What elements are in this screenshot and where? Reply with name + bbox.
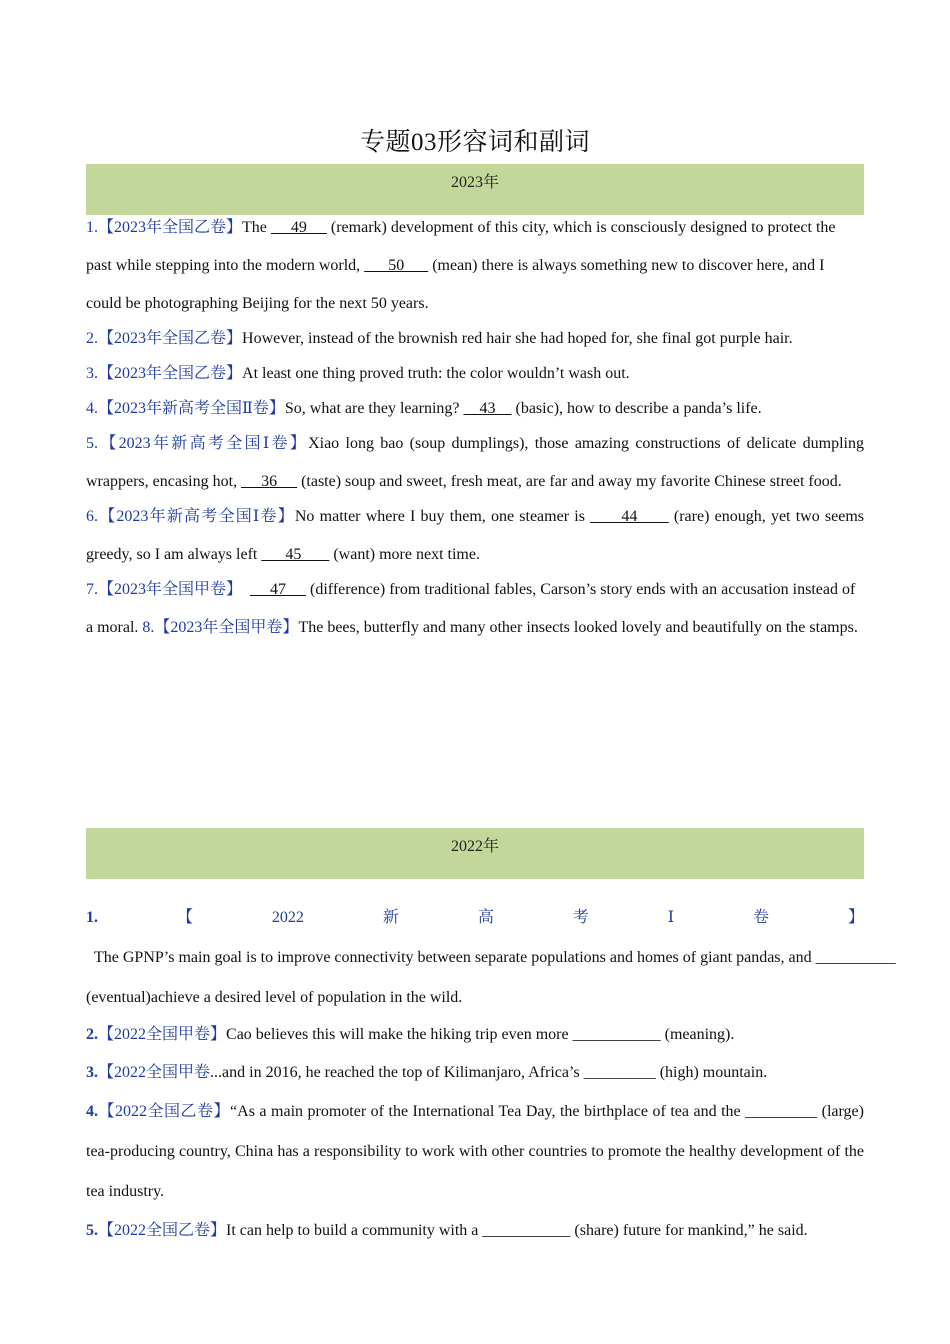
year-header-2023 xyxy=(86,164,864,215)
question-number: 2. xyxy=(86,1026,98,1043)
question-text: No matter where I buy them, one steamer is xyxy=(294,508,591,525)
source-tag: 【2023年全国乙卷】 xyxy=(98,365,243,382)
answer-blank[interactable]: 45 xyxy=(261,546,330,563)
question-number: 8. xyxy=(142,619,155,636)
question-number: 6. xyxy=(86,508,98,525)
question-number: 3. xyxy=(86,1064,98,1081)
question-text: ...and in 2016, he reached the top of Kilimanjaro, Africa’s xyxy=(210,1064,584,1081)
question-number: 5. xyxy=(86,435,98,452)
source-tag: 【2022全国乙卷】 xyxy=(98,1222,227,1239)
year-label: 2022年 xyxy=(450,838,499,855)
source-tag: 【2022全国乙卷】 xyxy=(98,1103,231,1120)
question-text: It can help to build a community with a xyxy=(226,1222,483,1239)
source-tag: 【2023年新高考全国Ⅱ卷】 xyxy=(98,400,285,417)
question-2023-4 xyxy=(86,390,864,428)
question-2023-7-8 xyxy=(86,571,864,647)
section-2023 xyxy=(86,209,864,647)
answer-blank[interactable]: __________ xyxy=(815,949,896,966)
question-text: The GPNP’s main goal is to improve connectivity between separate populations and homes of giant pandas, and xyxy=(86,949,816,966)
question-text: (rare) enough, yet two seems greedy, so I am always left xyxy=(86,508,865,563)
question-number: 2. xyxy=(86,330,98,347)
source-tag: 【2023年全国甲卷】 xyxy=(98,581,243,598)
year-header-2022 xyxy=(86,828,864,879)
question-text: (taste) soup and sweet, fresh meat, are far and away my favorite Chinese street food. xyxy=(297,473,842,490)
question-text: (share) future for mankind,” he said. xyxy=(570,1222,808,1239)
question-text: (mean) there is always something new to discover here, and I could be photographing Beijing for the next 50 years. xyxy=(86,257,825,312)
question-text: (difference) from traditional fables, Carson’s story ends with an accusation instead of a moral. xyxy=(86,581,856,636)
answer-blank[interactable]: ___________ xyxy=(482,1222,571,1239)
section-2022 xyxy=(86,898,896,1250)
source-tag: 【2022新高考Ⅰ卷】 xyxy=(98,909,864,926)
source-tag: 【2023年全国乙卷】 xyxy=(98,219,243,236)
answer-blank[interactable]: 44 xyxy=(590,508,669,525)
question-2022-5 xyxy=(86,1212,864,1250)
question-2022-2 xyxy=(86,1016,864,1054)
question-text: (high) mountain. xyxy=(655,1064,768,1081)
question-number: 3. xyxy=(86,365,98,382)
question-2023-2 xyxy=(86,320,864,358)
question-text: (remark) development of this city, which is consciously designed to protect the past while stepping into the modern world, xyxy=(86,219,836,274)
question-2023-5 xyxy=(86,425,864,501)
page-title: 专题03形容词和副词 xyxy=(359,129,590,156)
year-label: 2023年 xyxy=(450,174,499,191)
question-text: So, what are they learning? xyxy=(284,400,464,417)
source-tag: 【2022全国甲卷】 xyxy=(98,1026,227,1043)
answer-blank[interactable]: 50 xyxy=(364,257,429,274)
question-text: “As a main promoter of the International Tea Day, the birthplace of tea and the xyxy=(230,1103,746,1120)
answer-blank[interactable]: ___________ xyxy=(572,1026,661,1043)
answer-blank[interactable]: 43 xyxy=(463,400,512,417)
question-2022-3 xyxy=(86,1054,864,1092)
answer-blank[interactable]: 47 xyxy=(250,581,307,598)
question-number: 1. xyxy=(86,909,98,926)
question-text: (large) tea-producing country, China has a responsibility to work with other countries to promote the healthy development of the tea industry. xyxy=(86,1103,864,1200)
question-number: 1. xyxy=(86,219,98,236)
source-tag: 【2023年全国甲卷】 xyxy=(154,619,299,636)
answer-blank[interactable]: 49 xyxy=(270,219,327,236)
question-text: (meaning). xyxy=(660,1026,735,1043)
question-number: 4. xyxy=(86,1103,98,1120)
source-tag: 【2023年全国乙卷】 xyxy=(98,330,243,347)
question-number: 4. xyxy=(86,400,98,417)
question-text: At least one thing proved truth: the color wouldn’t wash out. xyxy=(242,365,630,382)
question-text: (eventual)achieve a desired level of population in the wild. xyxy=(86,989,463,1006)
source-tag: 【2023年新高考全国Ⅰ卷】 xyxy=(98,508,295,525)
question-text: Xiao long bao (soup dumplings), those amazing constructions of delicate dumpling wrappers, encasing hot, xyxy=(86,435,864,490)
answer-blank[interactable]: 36 xyxy=(241,473,298,490)
question-text: (basic), how to describe a panda’s life. xyxy=(511,400,762,417)
question-2022-4 xyxy=(86,1092,864,1212)
question-text: The bees, butterfly and many other insects looked lovely and beautifully on the stamps. xyxy=(298,619,858,636)
source-tag: 【2023年新高考全国Ⅰ卷】 xyxy=(98,435,309,452)
question-2023-1 xyxy=(86,209,864,323)
question-text: However, instead of the brownish red hair she had hoped for, she final got purple hair. xyxy=(242,330,793,347)
question-text: The xyxy=(242,219,271,236)
question-2023-3 xyxy=(86,355,864,393)
question-2023-6 xyxy=(86,498,864,574)
question-number: 5. xyxy=(86,1222,98,1239)
question-text: Cao believes this will make the hiking trip even more xyxy=(226,1026,573,1043)
source-tag: 【2022全国甲卷 xyxy=(98,1064,211,1081)
question-text: (want) more next time. xyxy=(329,546,480,563)
question-2022-1 xyxy=(86,898,896,1018)
answer-blank[interactable]: _________ xyxy=(583,1064,656,1081)
answer-blank[interactable]: _________ xyxy=(745,1103,818,1120)
question-number: 7. xyxy=(86,581,98,598)
